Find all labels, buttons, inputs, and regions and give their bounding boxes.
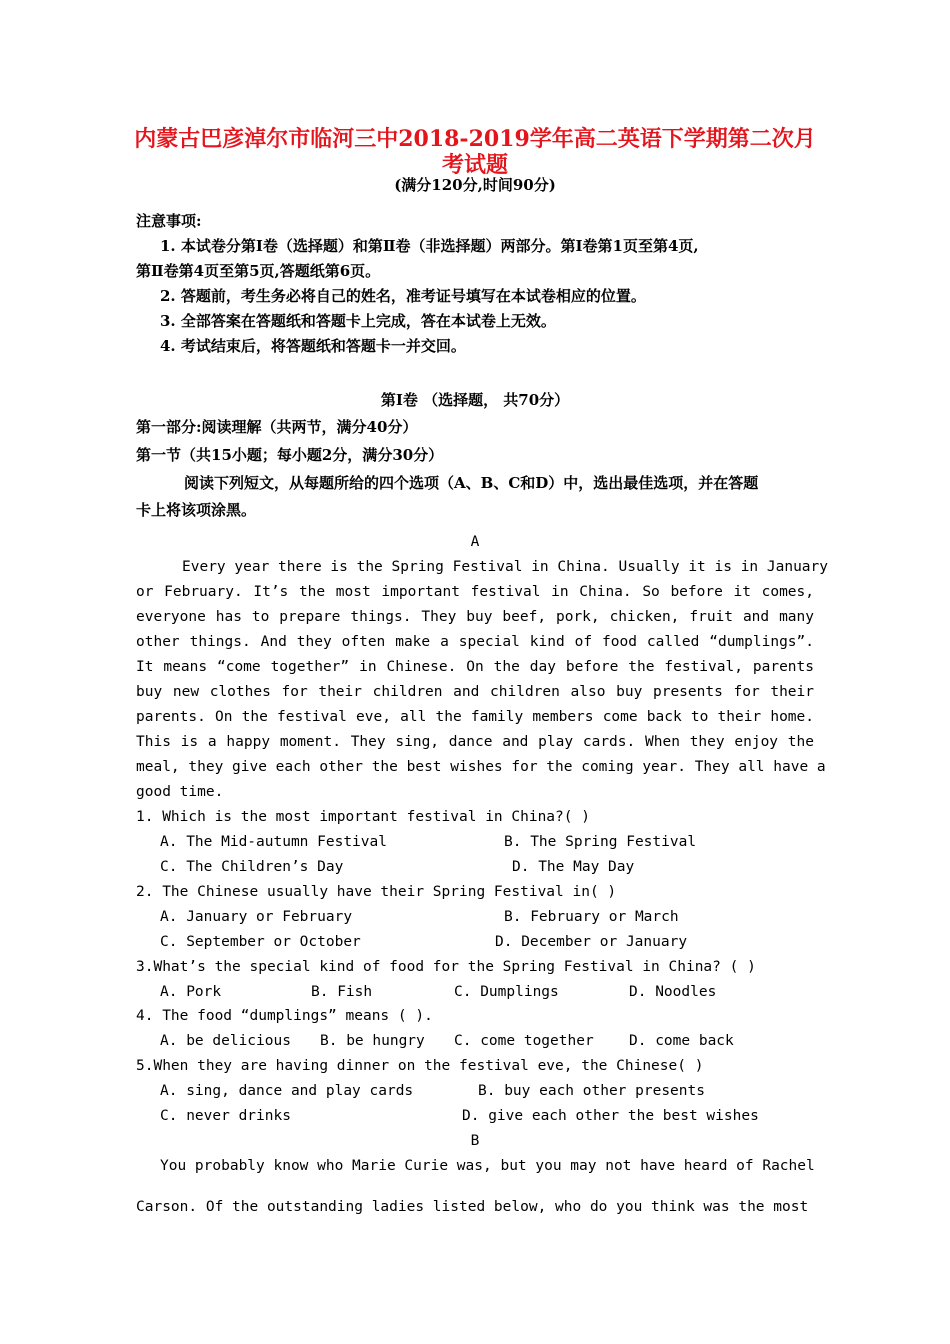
notice-item-2: 2. 答题前，考生务必将自己的姓名，准考证号填写在本试卷相应的位置。	[160, 287, 646, 305]
option-5d: D. give each other the best wishes	[462, 1108, 759, 1124]
passage-a-line: Every year there is the Spring Festival in China. Usually it is in January	[182, 559, 829, 575]
question-3: 3.What’s the special kind of food for the Spring Festival in China? ( )	[136, 959, 756, 975]
notice-heading: 注意事项:	[136, 212, 202, 230]
question-2: 2. The Chinese usually have their Spring Festival in( )	[136, 884, 617, 900]
passage-b-label: B	[470, 1133, 480, 1149]
option-5b: B. buy each other presents	[478, 1083, 705, 1099]
option-1c: C. The Children’s Day	[160, 859, 344, 875]
notice-item-1: 1. 本试卷分第Ⅰ卷（选择题）和第Ⅱ卷（非选择题）两部分。第Ⅰ卷第1页至第4页,	[160, 237, 699, 255]
option-3c: C. Dumplings	[454, 984, 559, 1000]
option-3d: D. Noodles	[629, 984, 717, 1000]
instructions-line2: 卡上将该项涂黑。	[136, 501, 257, 519]
option-4a: A. be delicious	[160, 1033, 291, 1049]
notice-item-3: 3. 全部答案在答题纸和答题卡上完成，答在本试卷上无效。	[160, 312, 556, 330]
passage-b-line: Carson. Of the outstanding ladies listed below, who do you think was the most	[136, 1199, 809, 1215]
option-5c: C. never drinks	[160, 1108, 291, 1124]
passage-a-line: It means “come together” in Chinese. On the day before the festival, parents	[136, 659, 814, 675]
notice-item-1-cont: 第Ⅱ卷第4页至第5页,答题纸第6页。	[136, 262, 381, 280]
passage-a-line: other things. And they often make a special kind of food called “dumplings”.	[136, 634, 814, 650]
question-4: 4. The food “dumplings” means ( ).	[136, 1008, 433, 1024]
passage-a-line: or February. It’s the most important festival in China. So before it comes,	[136, 584, 814, 600]
option-3b: B. Fish	[311, 984, 373, 1000]
question-5: 5.When they are having dinner on the festival eve, the Chinese( )	[136, 1058, 704, 1074]
option-4b: B. be hungry	[320, 1033, 425, 1049]
passage-a-line: parents. On the festival eve, all the family members come back to their home.	[136, 709, 814, 725]
exam-title-line1: 内蒙古巴彦淖尔市临河三中2018-2019学年高二英语下学期第二次月	[134, 126, 816, 152]
option-2b: B. February or March	[504, 909, 679, 925]
option-1b: B. The Spring Festival	[504, 834, 697, 850]
notice-item-4: 4. 考试结束后，将答题纸和答题卡一并交回。	[160, 337, 466, 355]
volume-heading: 第Ⅰ卷 （选择题， 共70分）	[380, 391, 570, 409]
option-3a: A. Pork	[160, 984, 222, 1000]
exam-subtitle: (满分120分,时间90分)	[394, 176, 556, 194]
passage-a-label: A	[470, 534, 480, 550]
passage-a-line: meal, they give each other the best wishes for the coming year. They all have a	[136, 759, 826, 775]
passage-a-line: everyone has to prepare things. They buy beef, pork, chicken, fruit and many	[136, 609, 814, 625]
option-4c: C. come together	[454, 1033, 594, 1049]
instructions-line1: 阅读下列短文，从每题所给的四个选项（A、B、C和D）中，选出最佳选项，并在答题	[184, 474, 759, 492]
option-1a: A. The Mid-autumn Festival	[160, 834, 387, 850]
exam-title-line2: 考试题	[441, 152, 508, 178]
option-2a: A. January or February	[160, 909, 353, 925]
section-heading: 第一节（共15小题；每小题2分，满分30分）	[136, 446, 444, 464]
option-2c: C. September or October	[160, 934, 361, 950]
option-5a: A. sing, dance and play cards	[160, 1083, 414, 1099]
option-4d: D. come back	[629, 1033, 734, 1049]
question-1: 1. Which is the most important festival in China?( )	[136, 809, 590, 825]
passage-b-line: You probably know who Marie Curie was, but you may not have heard of Rachel	[160, 1158, 815, 1174]
part-heading: 第一部分:阅读理解（共两节，满分40分）	[136, 418, 418, 436]
option-2d: D. December or January	[495, 934, 688, 950]
passage-a-line: This is a happy moment. They sing, dance and play cards. When they enjoy the	[136, 734, 814, 750]
option-1d: D. The May Day	[512, 859, 635, 875]
passage-a-line: buy new clothes for their children and children also buy presents for their	[136, 684, 814, 700]
passage-a-line: good time.	[136, 784, 224, 800]
